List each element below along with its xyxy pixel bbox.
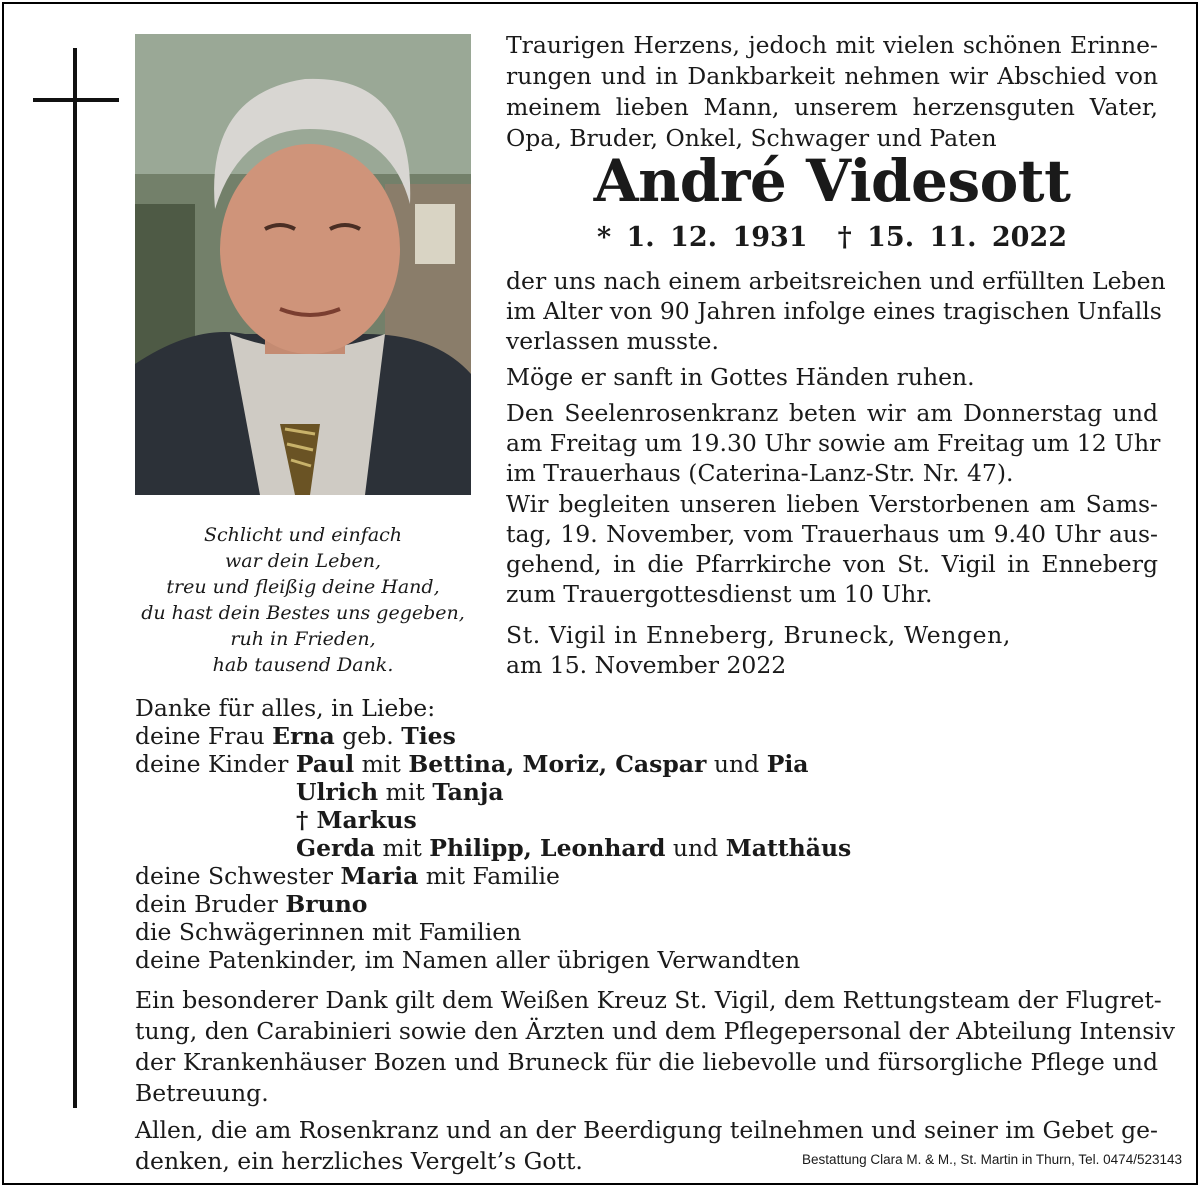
family-child bbox=[135, 834, 851, 862]
birth-date: * 1. 12. 1931 bbox=[596, 222, 808, 253]
text-line: Möge er sanft in Gottes Händen ruhen. bbox=[506, 363, 975, 391]
portrait-illustration bbox=[135, 34, 471, 495]
label: geb. bbox=[342, 722, 394, 750]
cross-icon-bar bbox=[33, 98, 119, 102]
text-line: im Alter von 90 Jahren infolge eines tragischen Unfalls bbox=[506, 297, 1162, 325]
text-line: Betreuung. bbox=[135, 1079, 269, 1107]
family-intro: Danke für alles, in Liebe: bbox=[135, 694, 436, 722]
name: Gerda bbox=[296, 834, 376, 862]
label: und bbox=[672, 834, 719, 862]
text-line: tag, 19. November, vom Trauerhaus um 9.40 Uhr aus- bbox=[506, 520, 1158, 548]
memorial-poem bbox=[135, 522, 471, 678]
family-brother bbox=[135, 890, 851, 918]
family-children bbox=[135, 750, 851, 778]
text-line: im Trauerhaus (Caterina-Lanz-Str. Nr. 47). bbox=[506, 459, 1014, 487]
label: deine Schwester bbox=[135, 862, 334, 890]
death-date: † 15. 11. 2022 bbox=[837, 222, 1068, 253]
blessing-paragraph bbox=[506, 362, 1158, 392]
place-date bbox=[506, 620, 1158, 680]
thanks-section bbox=[135, 985, 1176, 1177]
label: mit bbox=[382, 834, 422, 862]
rosary-paragraph bbox=[506, 398, 1161, 488]
text-line: Traurigen Herzens, jedoch mit vielen schönen Erinne- bbox=[506, 31, 1158, 59]
label: mit Familie bbox=[425, 862, 560, 890]
text-line: Wir begleiten unseren lieben Verstorbenen am Sams- bbox=[506, 490, 1158, 518]
portrait-photo bbox=[135, 34, 471, 495]
name: Erna bbox=[272, 722, 335, 750]
label: dein Bruder bbox=[135, 890, 278, 918]
text-line: gehend, in die Pfarrkirche von St. Vigil in Enneberg bbox=[506, 550, 1158, 578]
label: deine Kinder bbox=[135, 750, 289, 778]
text-line: Den Seelenrosenkranz beten wir am Donnerstag und bbox=[506, 399, 1158, 427]
text-line: denken, ein herzliches Vergelt’s Gott. bbox=[135, 1147, 583, 1175]
family-list bbox=[135, 694, 851, 974]
text-line: zum Trauergottesdienst um 10 Uhr. bbox=[506, 580, 933, 608]
text-line: tung, den Carabinieri sowie den Ärzten und dem Pflegepersonal der Abteilung Intensiv bbox=[135, 1017, 1176, 1045]
label: deine Frau bbox=[135, 722, 265, 750]
name: Maria bbox=[340, 862, 419, 890]
text-line: verlassen musste. bbox=[506, 327, 719, 355]
name: Ulrich bbox=[296, 778, 379, 806]
text-line: Allen, die am Rosenkranz und an der Beerdigung teilnehmen und seiner im Gebet ge- bbox=[135, 1116, 1158, 1144]
name: Bettina, Moriz, Caspar bbox=[408, 750, 707, 778]
family-wife bbox=[135, 722, 851, 750]
label: mit bbox=[385, 778, 425, 806]
family-godchildren: deine Patenkinder, im Namen aller übrigen Verwandten bbox=[135, 946, 801, 974]
text-line: am Freitag um 19.30 Uhr sowie am Freitag um 12 Uhr bbox=[506, 429, 1161, 457]
text-line: St. Vigil in Enneberg, Bruneck, Wengen, bbox=[506, 621, 1011, 649]
name: † Markus bbox=[296, 806, 417, 834]
poem-line: hab tausend Dank. bbox=[212, 654, 394, 676]
intro-paragraph bbox=[506, 30, 1158, 154]
name: Tanja bbox=[432, 778, 504, 806]
name: Ties bbox=[401, 722, 456, 750]
family-child bbox=[135, 778, 851, 806]
label: mit bbox=[361, 750, 401, 778]
life-dates bbox=[506, 222, 1158, 254]
funeral-home-credit: Bestattung Clara M. & M., St. Martin in Thurn, Tel. 0474/523143 bbox=[802, 1152, 1182, 1167]
poem-line: du hast dein Bestes uns gegeben, bbox=[141, 602, 465, 624]
family-child bbox=[135, 806, 851, 834]
text-line: meinem lieben Mann, unserem herzensguten Vater, bbox=[506, 93, 1158, 121]
poem-line: war dein Leben, bbox=[224, 550, 382, 572]
text-line: der uns nach einem arbeitsreichen und erfüllten Leben bbox=[506, 267, 1166, 295]
text-line: am 15. November 2022 bbox=[506, 651, 787, 679]
text-line: Ein besonderer Dank gilt dem Weißen Kreuz St. Vigil, dem Rettungsteam der Flugret- bbox=[135, 986, 1162, 1014]
name: Pia bbox=[766, 750, 809, 778]
cross-icon bbox=[73, 48, 77, 1108]
poem-line: ruh in Frieden, bbox=[230, 628, 376, 650]
name: Bruno bbox=[285, 890, 368, 918]
name: Paul bbox=[295, 750, 355, 778]
name: Philipp, Leonhard bbox=[429, 834, 666, 862]
family-sister bbox=[135, 862, 851, 890]
text-line: rungen und in Dankbarkeit nehmen wir Abschied von bbox=[506, 62, 1158, 90]
family-sisters-in-law: die Schwägerinnen mit Familien bbox=[135, 918, 522, 946]
text-line: Opa, Bruder, Onkel, Schwager und Paten bbox=[506, 124, 997, 152]
label: und bbox=[713, 750, 760, 778]
funeral-paragraph bbox=[506, 489, 1158, 609]
text-line: der Krankenhäuser Bozen und Bruneck für die liebevolle und fürsorgliche Pflege und bbox=[135, 1048, 1158, 1076]
poem-line: Schlicht und einfach bbox=[203, 524, 403, 546]
name: Matthäus bbox=[725, 834, 852, 862]
poem-line: treu und fleißig deine Hand, bbox=[166, 576, 440, 598]
life-paragraph bbox=[506, 266, 1166, 356]
deceased-name: André Videsott bbox=[593, 147, 1071, 215]
